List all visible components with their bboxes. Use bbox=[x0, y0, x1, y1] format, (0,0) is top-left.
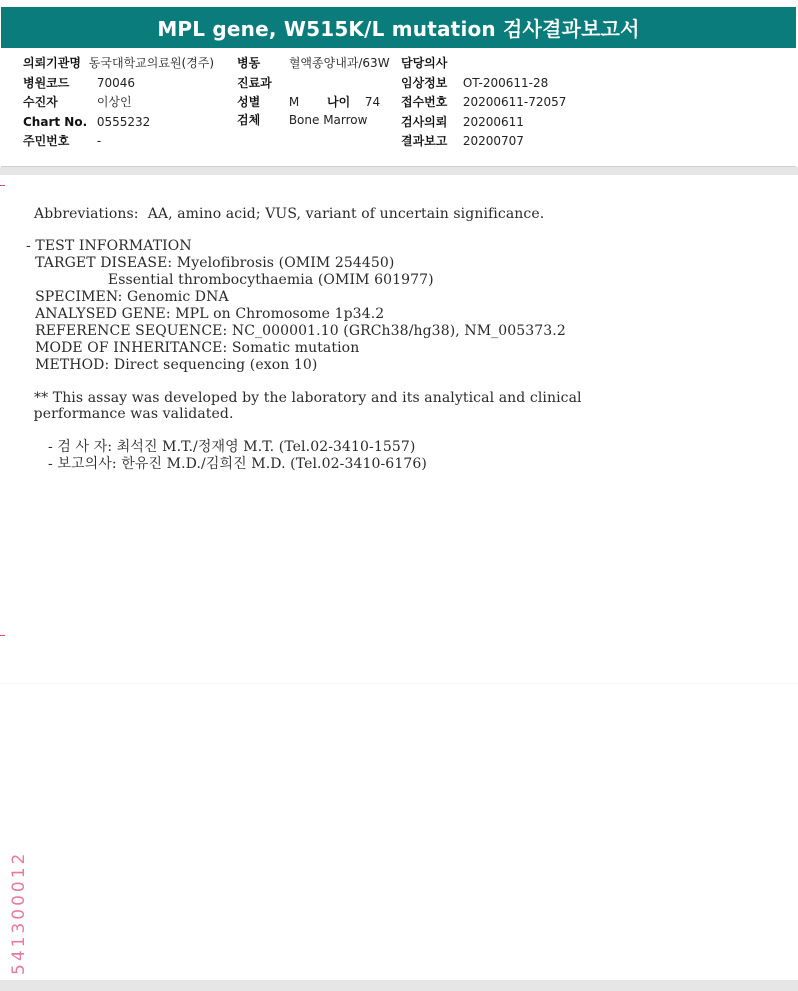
age-field bbox=[327, 93, 380, 111]
target-disease-line-2: Essential thrombocythaemia (OMIM 601977) bbox=[26, 272, 434, 288]
institution-field bbox=[23, 54, 214, 72]
ward-label: 병동 bbox=[237, 56, 261, 70]
header-separator bbox=[0, 167, 798, 175]
hospital-code-field bbox=[23, 74, 135, 92]
method-line: METHOD: Direct sequencing (exon 10) bbox=[26, 357, 318, 373]
reporting-physician-line: - 보고의사: 한유진 M.D./김희진 M.D. (Tel.02-3410-6176) bbox=[48, 456, 427, 472]
specimen-field bbox=[237, 111, 367, 129]
report-date-field bbox=[401, 132, 524, 150]
scan-edge-mark bbox=[0, 185, 5, 186]
chart-no-label: Chart No. bbox=[23, 115, 88, 129]
clinical-info-value: OT-200611-28 bbox=[462, 76, 549, 90]
patient-name-label: 수진자 bbox=[23, 95, 58, 109]
age-value: 74 bbox=[364, 95, 381, 109]
receipt-no-field bbox=[401, 93, 566, 111]
chart-no-field bbox=[23, 113, 150, 131]
abbreviations-line: Abbreviations: AA, amino acid; VUS, variant of uncertain significance. bbox=[34, 206, 545, 222]
hospital-code-label: 병원코드 bbox=[23, 76, 70, 90]
sex-value: M bbox=[288, 95, 300, 109]
physician-field bbox=[401, 54, 459, 72]
sex-field bbox=[237, 93, 299, 111]
tester-line: - 검 사 자: 최석진 M.T./정재영 M.T. (Tel.02-3410-1557) bbox=[48, 439, 416, 455]
patient-header bbox=[1, 48, 796, 167]
resident-no-label: 주민번호 bbox=[23, 134, 70, 148]
physician-label: 담당의사 bbox=[401, 56, 448, 70]
request-date-value: 20200611 bbox=[462, 115, 524, 129]
institution-value: 동국대학교의료원(경주) bbox=[88, 56, 215, 70]
department-field bbox=[237, 74, 285, 92]
specimen-stamp bbox=[2, 826, 32, 976]
receipt-no-label: 접수번호 bbox=[401, 95, 448, 109]
clinical-info-label: 임상정보 bbox=[401, 76, 448, 90]
analysed-gene-line: ANALYSED GENE: MPL on Chromosome 1p34.2 bbox=[26, 306, 385, 322]
report-date-value: 20200707 bbox=[462, 134, 524, 148]
receipt-no-value: 20200611-72057 bbox=[462, 95, 567, 109]
specimen-value: Bone Marrow bbox=[288, 113, 368, 127]
test-info-heading: - TEST INFORMATION bbox=[26, 238, 192, 254]
specimen-label: 검체 bbox=[237, 113, 261, 127]
resident-no-field bbox=[23, 132, 101, 150]
scan-edge-mark bbox=[0, 635, 5, 636]
patient-name-field bbox=[23, 93, 132, 111]
assay-note-line: ** This assay was developed by the laboratory and its analytical and clinical bbox=[34, 390, 582, 406]
assay-note-line-2: performance was validated. bbox=[20, 406, 234, 422]
sex-label: 성별 bbox=[237, 95, 261, 109]
ward-field bbox=[237, 54, 390, 72]
request-date-field bbox=[401, 113, 524, 131]
resident-no-value: - bbox=[96, 134, 102, 148]
institution-label: 의뢰기관명 bbox=[23, 56, 81, 70]
hospital-code-value: 70046 bbox=[96, 76, 136, 90]
target-disease-line: TARGET DISEASE: Myelofibrosis (OMIM 254450) bbox=[26, 255, 395, 271]
ward-value: 혈액종양내과/63W bbox=[288, 56, 390, 70]
footer-band bbox=[0, 980, 798, 991]
faint-scan-line bbox=[0, 683, 798, 684]
department-label: 진료과 bbox=[237, 76, 272, 90]
clinical-info-field bbox=[401, 74, 548, 92]
report-title: MPL gene, W515K/L mutation 검사결과보고서 bbox=[1, 7, 796, 48]
age-label: 나이 bbox=[327, 95, 351, 109]
report-date-label: 결과보고 bbox=[401, 134, 448, 148]
request-date-label: 검사의뢰 bbox=[401, 115, 448, 129]
chart-no-value: 0555232 bbox=[96, 115, 151, 129]
stamp-number: 541300012 bbox=[9, 850, 29, 975]
reference-sequence-line: REFERENCE SEQUENCE: NC_000001.10 (GRCh38/hg38), NM_005373.2 bbox=[26, 323, 566, 339]
inheritance-line: MODE OF INHERITANCE: Somatic mutation bbox=[26, 340, 360, 356]
specimen-line: SPECIMEN: Genomic DNA bbox=[26, 289, 229, 305]
patient-name-value: 이상인 bbox=[96, 95, 132, 109]
